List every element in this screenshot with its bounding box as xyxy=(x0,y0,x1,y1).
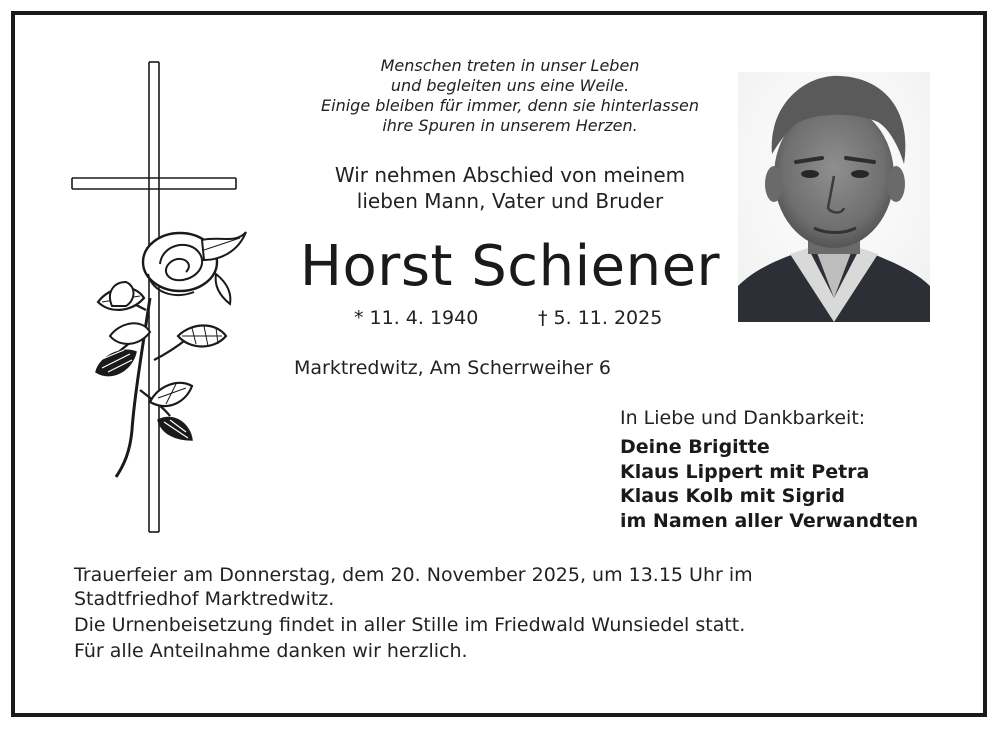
portrait-photo xyxy=(738,72,930,322)
mourner-item: Deine Brigitte xyxy=(620,436,770,458)
mourner-item: im Namen aller Verwandten xyxy=(620,509,919,532)
notice-text: Stadtfriedhof Marktredwitz. xyxy=(74,588,335,610)
thanks-intro: In Liebe und Dankbarkeit: xyxy=(620,407,866,429)
residence-address: Marktredwitz, Am Scherrweiher 6 xyxy=(294,357,612,379)
death-date: † 5. 11. 2025 xyxy=(538,307,663,329)
mourner-item: Klaus Kolb mit Sigrid xyxy=(620,485,845,507)
intro-line: lieben Mann, Vater und Bruder xyxy=(356,189,664,213)
intro-line: Wir nehmen Abschied von meinem xyxy=(334,163,686,187)
thanks-section xyxy=(620,406,918,533)
rose-icon xyxy=(96,232,246,477)
notice-line: Die Urnenbeisetzung findet in aller Stille im Friedwald Wunsiedel statt. xyxy=(74,614,746,636)
cross-with-rose-icon xyxy=(70,60,260,536)
notice-line: Für alle Anteilnahme danken wir herzlich. xyxy=(74,640,468,662)
birth-date: * 11. 4. 1940 xyxy=(354,307,479,329)
funeral-notices xyxy=(74,563,934,663)
quote-line: Menschen treten in unser Leben xyxy=(380,56,640,75)
quote-line: und begleiten uns eine Weile. xyxy=(390,76,630,95)
deceased-name: Horst Schiener xyxy=(299,234,721,299)
quote-line: ihre Spuren in unserem Herzen. xyxy=(382,116,638,135)
memorial-quote xyxy=(280,56,740,136)
notice-text: Trauerfeier am Donnerstag, dem 20. November 2025, um 13.15 Uhr im xyxy=(74,564,753,586)
quote-line: Einige bleiben für immer, denn sie hinterlassen xyxy=(321,96,699,115)
farewell-intro xyxy=(300,162,720,214)
mourner-item: Klaus Lippert mit Petra xyxy=(620,460,870,483)
cross-icon xyxy=(72,62,236,532)
notice-line xyxy=(74,563,934,611)
mourners-list xyxy=(620,435,918,533)
